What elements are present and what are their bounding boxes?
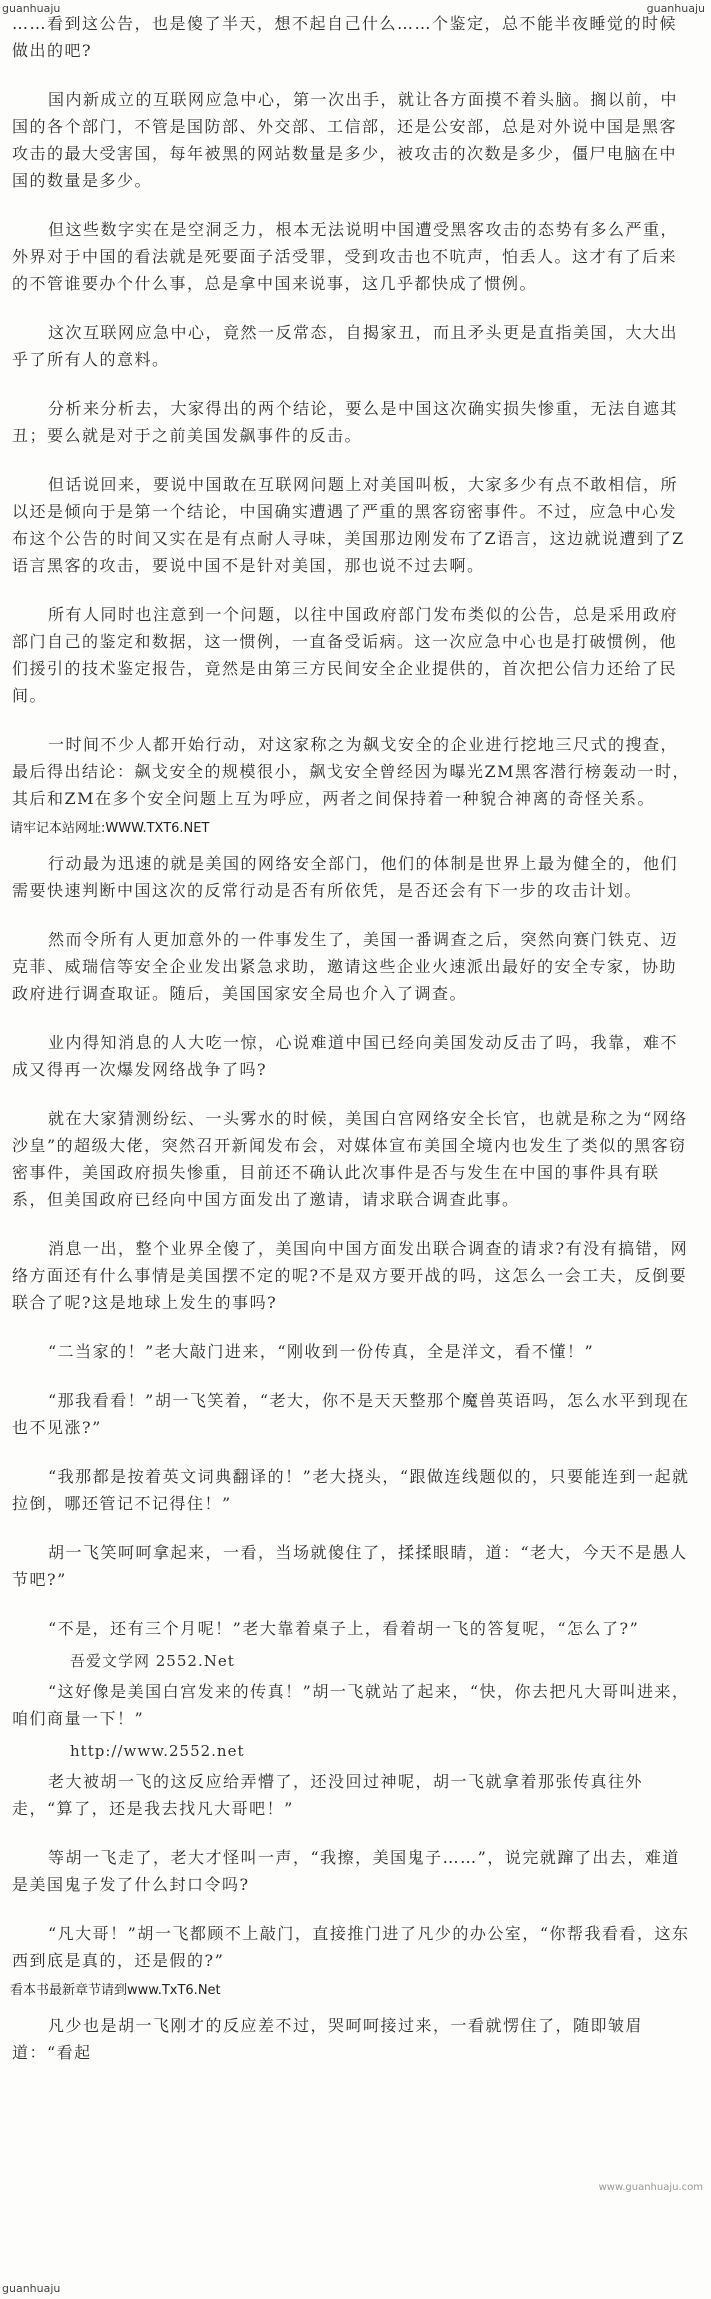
paragraph: 等胡一飞走了，老大才怪叫一声，“我擦，美国鬼子……”，说完就蹿了出去，难道是美国鬼子发了什么封口令吗? bbox=[12, 1848, 680, 1894]
site-notice-handwritten: 吾爱文学网 2552.Net bbox=[70, 1652, 235, 1670]
paragraph: 老大被胡一飞的这反应给弄懵了，还没回过神呢，胡一飞就拿着那张传真往外走，“算了，还是我去找凡大哥吧！” bbox=[12, 1772, 644, 1818]
watermark-bottom-left: guanhuaju bbox=[2, 2282, 61, 2295]
watermark-top-left: guanhuaju bbox=[2, 2, 61, 15]
paragraph: “这好像是美国白宫发来的传真！”胡一飞就站了起来，“快，你去把凡大哥叫进来，咱们商量一下！” bbox=[12, 1682, 690, 1728]
paragraph: 但话说回来，要说中国敢在互联网问题上对美国叫板，大家多少有点不敢相信，所以还是倾向于是第一个结论，中国确实遭遇了严重的黑客窃密事件。不过，应急中心发布这个公告的时间又实在是有点耐人寻味，美国那边刚发布了Z语言，这边就说遭到了Z语言黑客的攻击，要说中国不是针对美国，那也说不过去啊。 bbox=[12, 475, 685, 575]
paragraph: 分析来分析去，大家得出的两个结论，要么是中国这次确实损失惨重，无法自遮其丑；要么就是对于之前美国发飙事件的反击。 bbox=[12, 399, 679, 445]
paragraph: 凡少也是胡一飞刚才的反应差不过，哭呵呵接过来，一看就愣住了，随即皱眉道：“看起 bbox=[12, 2016, 644, 2062]
paragraph: 这次互联网应急中心，竟然一反常态，自揭家丑，而且矛头更是直指美国，大大出乎了所有人的意料。 bbox=[12, 323, 679, 369]
paragraph: “凡大哥！”胡一飞都顾不上敲门，直接推门进了凡少的办公室，“你帮我看看，这东西到底是真的，还是假的?” bbox=[12, 1924, 690, 1970]
watermark-top-right: guanhuaju bbox=[646, 2, 705, 15]
paragraph: “二当家的！”老大敲门进来，“刚收到一份传真，全是洋文，看不懂！” bbox=[48, 1342, 595, 1361]
paragraph: “那我看看！”胡一飞笑着，“老大，你不是天天整那个魔兽英语吗，怎么水平到现在也不见涨?” bbox=[12, 1391, 690, 1437]
paragraph: 行动最为迅速的就是美国的网络安全部门，他们的体制是世界上最为健全的，他们需要快速判断中国这次的反常行动是否有所依凭，是否还会有下一步的攻击计划。 bbox=[12, 854, 679, 900]
paragraph: 一时间不少人都开始行动，对这家称之为飙戈安全的企业进行挖地三尺式的搜查，最后得出结论：飙戈安全的规模很小，飙戈安全曾经因为曝光ZM黑客潜行榜轰动一时，其后和ZM在多个安全问题上互为呼应，两者之间保持着一种貌合神离的奇怪关系。 bbox=[12, 735, 691, 808]
paragraph: “我那都是按着英文词典翻译的！”老大挠头，“跟做连线题似的，只要能连到一起就拉倒，哪还管记不记得住！” bbox=[12, 1467, 690, 1513]
paragraph: 但这些数字实在是空洞乏力，根本无法说明中国遭受黑客攻击的态势有多么严重，外界对于中国的看法就是死要面子活受罪，受到攻击也不吭声，怕丢人。这才有了后来的不管谁要办个什么事，总是拿中国来说事，这几乎都快成了惯例。 bbox=[12, 220, 679, 293]
watermark-bottom-right: www.guanhuaju.com bbox=[598, 2182, 703, 2193]
paragraph: 国内新成立的互联网应急中心，第一次出手，就让各方面摸不着头脑。搁以前，中国的各个部门，不管是国防部、外交部、工信部，还是公安部，总是对外说中国是黑客攻击的最大受害国，每年被黑的网站数量是多少，被攻击的次数是多少，僵尸电脑在中国的数量是多少。 bbox=[12, 90, 679, 190]
paragraph: 所有人同时也注意到一个问题，以往中国政府部门发布类似的公告，总是采用政府部门自己的鉴定和数据，这一惯例，一直备受诟病。这一次应急中心也是打破惯例，他们援引的技术鉴定报告，竟然是由第三方民间安全企业提供的，首次把公信力还给了民间。 bbox=[12, 605, 679, 705]
paragraph: 胡一飞笑呵呵拿起来，一看，当场就傻住了，揉揉眼睛，道：“老大，今天不是愚人节吧?” bbox=[12, 1543, 688, 1589]
paragraph: 然而令所有人更加意外的一件事发生了，美国一番调查之后，突然向赛门铁克、迈克菲、威瑞信等安全企业发出紧急求助，邀请这些企业火速派出最好的安全专家，协助政府进行调查取证。随后，美国国家安全局也介入了调查。 bbox=[12, 930, 679, 1003]
paragraph: 就在大家猜测纷纭、一头雾水的时候，美国白宫网络安全长官，也就是称之为“网络沙皇”的超级大佬，突然召开新闻发布会，对媒体宣布美国全境内也发生了类似的黑客窃密事件，美国政府损失惨重，目前还不确认此次事件是否与发生在中国的事件具有联系，但美国政府已经向中国方面发出了邀请，请求联合调查此事。 bbox=[12, 1109, 688, 1209]
site-notice-handwritten: http://www.2552.net bbox=[70, 1742, 245, 1760]
site-notice: 看本书最新章节请到www.TxT6.Net bbox=[10, 1983, 221, 1998]
paragraph: 业内得知消息的人大吃一惊，心说难道中国已经向美国发动反击了吗，我靠，难不成又得再一次爆发网络战争了吗? bbox=[12, 1033, 679, 1079]
paragraph: 消息一出，整个业界全傻了，美国向中国方面发出联合调查的请求?有没有搞错，网络方面还有什么事情是美国摆不定的呢?不是双方要开战的吗，这怎么一会工夫，反倒要联合了呢?这是地球上发生的事吗? bbox=[12, 1239, 689, 1312]
site-notice: 请牢记本站网址:WWW.TXT6.NET bbox=[10, 821, 210, 836]
paragraph: “不是，还有三个月呢！”老大靠着桌子上，看着胡一飞的答复呢，“怎么了?” bbox=[48, 1619, 640, 1638]
paragraph: ……看到这公告，也是傻了半天，想不起自己什么……个鉴定，总不能半夜睡觉的时候做出的吧? bbox=[12, 14, 678, 60]
